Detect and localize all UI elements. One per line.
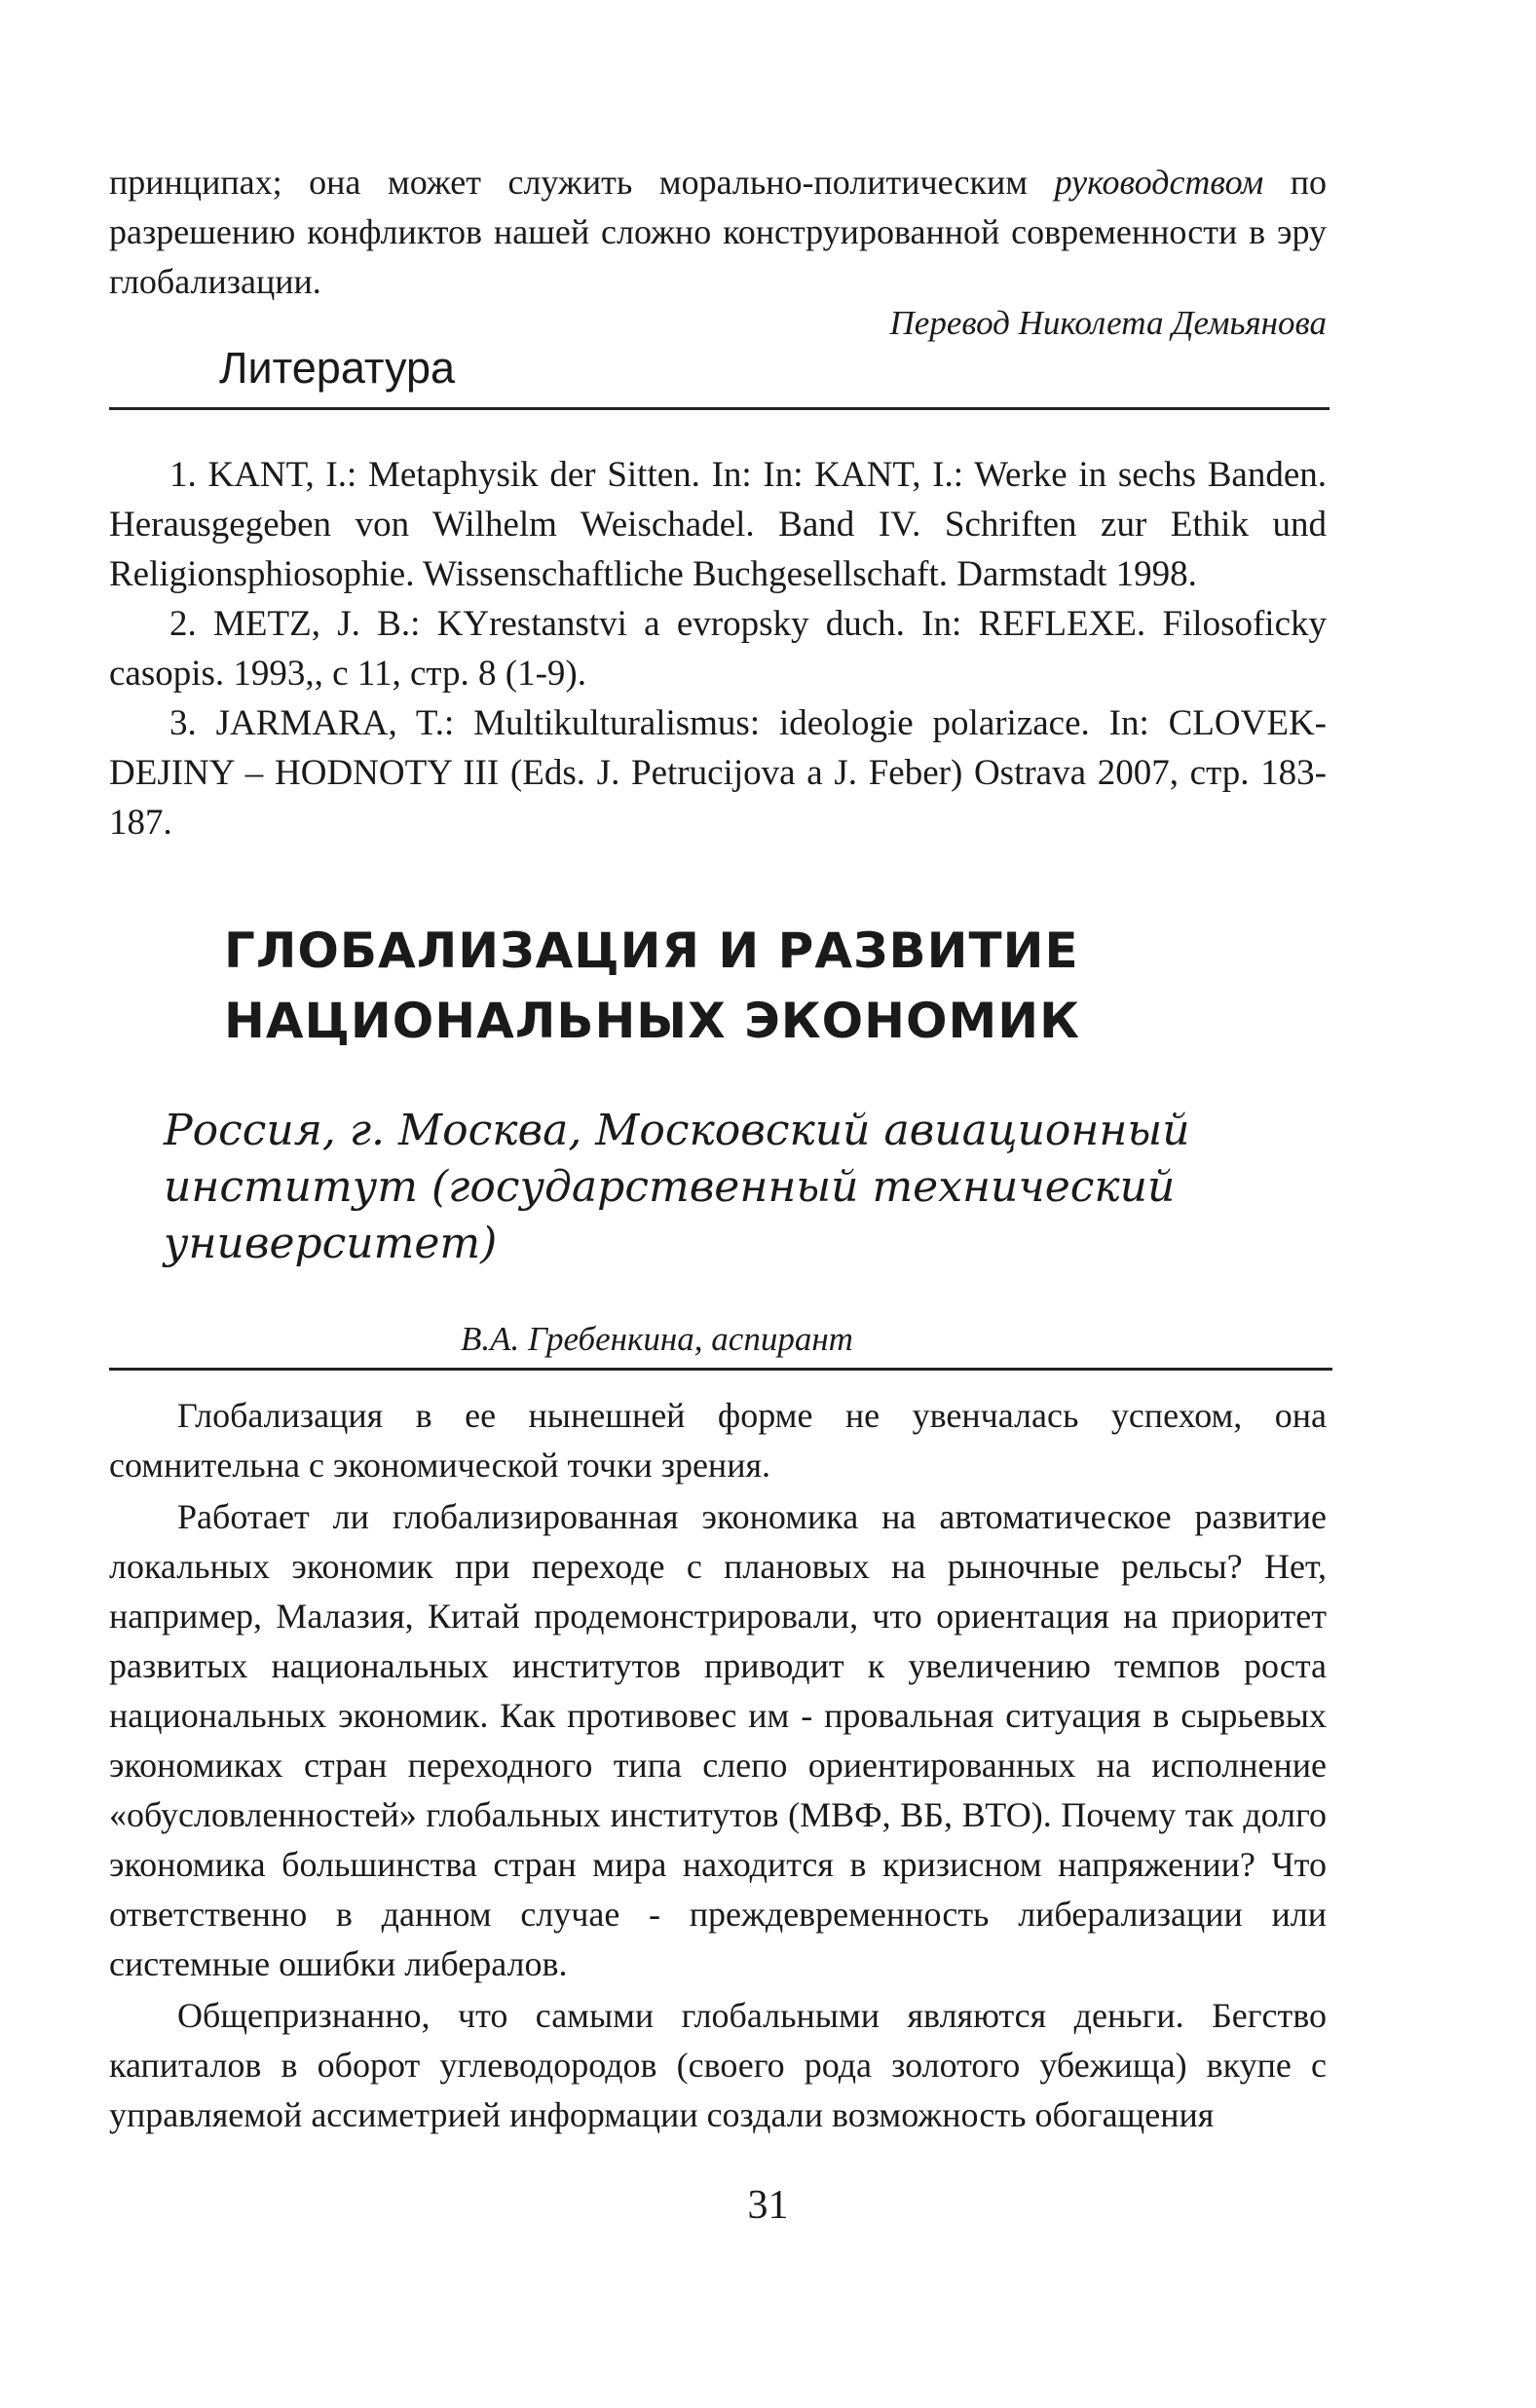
article-paragraph-1: Глобализация в ее нынешней форме не увенчалась успехом, она сомнительна с экономической точки зрения. [109,1396,1327,1485]
article-paragraph-2: Работает ли глобализированная экономика на автоматическое развитие локальных экономик при переходе с плановых на рыночные рельсы? Нет, например, Малазия, Китай продемонстрировали, что ориентация на приоритет развитых национальных институтов приводит к увеличению темпов роста национальных экономик. Как противовес им - провальная ситуация в сырьевых экономиках стран переходного типа слепо ориентированных на исполнение «обусловленностей» глобальных институтов (МВФ, ВБ, ВТО). Почему так долго экономика большинства стран мира находится в кризисном напряжении? Что ответственно в данном случае - преждевременность либерализации или системные ошибки либералов. [109,1497,1327,1983]
reference-list [109,450,1327,847]
closing-text-before: принципах; она может служить морально-политическим [109,163,1055,202]
article-title-line-1: ГЛОБАЛИЗАЦИЯ И РАЗВИТИЕ [224,922,1079,979]
article-paragraph-3: Общепризнанно, что самыми глобальными являются деньги. Бегство капиталов в оборот углеводородов (своего рода золотого убежища) вкупе с управляемой ассиметрией информации создали возможность обогащения [109,1996,1327,2134]
previous-article-closing [109,158,1327,307]
reference-item-1: 1. KANT, I.: Metaphysik der Sitten. In: In: KANT, I.: Werke in sechs Banden. Herausgegeben von Wilhelm Weischadel. Band IV. Schriften zur Ethik und Religionsphiosophie. Wissenschaftliche Buchgesellschaft. Darmstadt 1998. [109,455,1327,594]
author-divider [109,1368,1332,1371]
article-body [109,1391,1327,2142]
closing-text-emphasis: руководством [1054,163,1264,202]
article-title [224,916,1295,1056]
reference-item-2: 2. METZ, J. B.: KYrestanstvi a evropsky duch. In: REFLEXE. Filosoficky casopis. 1993,, с 11, стр. 8 (1-9). [109,604,1327,694]
author-affiliation: Россия, г. Москва, Московский авиационный институт (государственный технический университет) [164,1106,1190,1268]
translator-credit: Перевод Николета Демьянова [889,304,1327,342]
literature-heading: Литература [219,343,456,393]
article-title-line-2: НАЦИОНАЛЬНЫХ ЭКОНОМИК [224,993,1080,1049]
closing-paragraph [109,158,1327,307]
author-byline: В.А. Гребенкина, аспирант [461,1320,853,1358]
reference-item-3: 3. JARMARA, T.: Multikulturalismus: ideologie polarizace. In: CLOVEK-DEJINY – HODNOTY III (Eds. J. Petrucijova a J. Feber) Ostrava 2007, стр. 183-187. [109,703,1327,843]
closing-text-after: по разрешению конфликтов нашей сложно конструированной современности в эру глобализации. [109,163,1327,301]
literature-divider [109,407,1330,410]
page-number: 31 [747,2183,789,2228]
